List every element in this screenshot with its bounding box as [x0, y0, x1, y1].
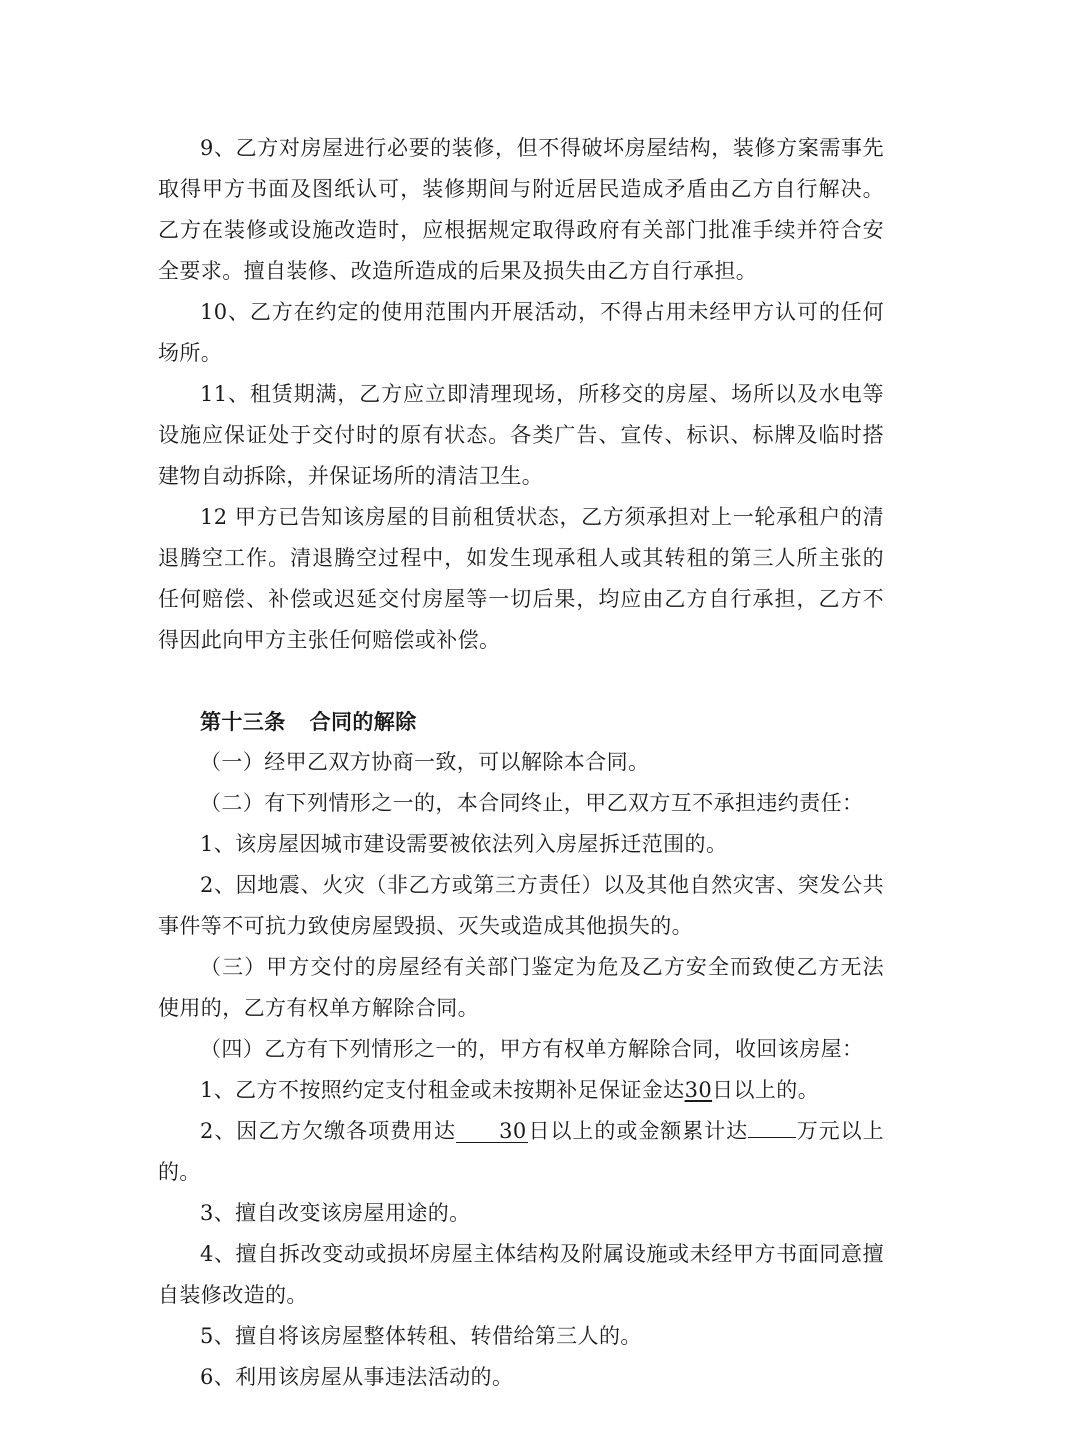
item-4-1-text-pre: 1、乙方不按照约定支付租金或未按期补足保证金达 [200, 1078, 685, 1102]
article-13-number: 第十三条 [200, 709, 286, 734]
item-4-2-text-pre: 2、因乙方欠缴各项费用达 [200, 1119, 456, 1143]
item-4-2-days-blank: 30 [456, 1120, 528, 1143]
clause-9: 9、乙方对房屋进行必要的装修，但不得破坏房屋结构，装修方案需事先取得甲方书面及图纸认可，装修期间与附近居民造成矛盾由乙方自行解决。乙方在装修或设施改造时，应根据规定取得政府有关部门批准手续并符合安全要求。擅自装修、改造所造成的后果及损失由乙方自行承担。 [158, 136, 884, 283]
article-13-item-4: （四）乙方有下列情形之一的，甲方有权单方解除合同，收回该房屋： [200, 1037, 864, 1061]
article-13-title: 合同的解除 [309, 709, 417, 734]
article-13-item-4-5: 5、擅自将该房屋整体转租、转借给第三人的。 [200, 1324, 642, 1348]
article-13-item-3: （三）甲方交付的房屋经有关部门鉴定为危及乙方安全而致使乙方无法使用的，乙方有权单方解除合同。 [158, 955, 884, 1020]
item-4-2-amount-blank [748, 1137, 796, 1138]
article-13-item-4-4: 4、擅自拆改变动或损坏房屋主体结构及附属设施或未经甲方书面同意擅自装修改造的。 [158, 1242, 884, 1307]
clause-11: 11、租赁期满，乙方应立即清理现场，所移交的房屋、场所以及水电等设施应保证处于交付时的原有状态。各类广告、宣传、标识、标牌及临时搭建物自动拆除，并保证场所的清洁卫生。 [158, 382, 884, 488]
item-4-1-text-post: 日以上的。 [712, 1078, 820, 1102]
article-13-item-4-1 [158, 1070, 884, 1111]
article-13-heading [158, 701, 884, 742]
item-4-2-text-post: 万元以上的。 [158, 1119, 884, 1184]
article-13-item-1: （一）经甲乙双方协商一致，可以解除本合同。 [200, 750, 650, 774]
article-13-item-4-3: 3、擅自改变该房屋用途的。 [200, 1201, 471, 1225]
clause-10: 10、乙方在约定的使用范围内开展活动，不得占用未经甲方认可的任何场所。 [158, 300, 884, 365]
article-13-item-2-1: 1、该房屋因城市建设需要被依法列入房屋拆迁范围的。 [200, 832, 728, 856]
clause-12: 12 甲方已告知该房屋的目前租赁状态，乙方须承担对上一轮承租户的清退腾空工作。清退腾空过程中，如发生现承租人或其转租的第三人所主张的任何赔偿、补偿或迟延交付房屋等一切后果，均应由乙方自行承担，乙方不得因此向甲方主张任何赔偿或补偿。 [158, 505, 884, 652]
item-4-1-days-blank: 30 [684, 1078, 713, 1102]
section-gap [158, 661, 884, 701]
article-13-item-2-2: 2、因地震、火灾（非乙方或第三方责任）以及其他自然灾害、突发公共事件等不可抗力致使房屋毁损、灭失或造成其他损失的。 [158, 873, 884, 938]
article-13-item-4-2 [158, 1111, 884, 1193]
item-4-2-text-mid: 日以上的或金额累计达 [527, 1119, 749, 1143]
article-13-item-2: （二）有下列情形之一的，本合同终止，甲乙双方互不承担违约责任： [200, 791, 864, 815]
contract-page [158, 128, 884, 1398]
article-13-item-4-6: 6、利用该房屋从事违法活动的。 [200, 1365, 514, 1389]
